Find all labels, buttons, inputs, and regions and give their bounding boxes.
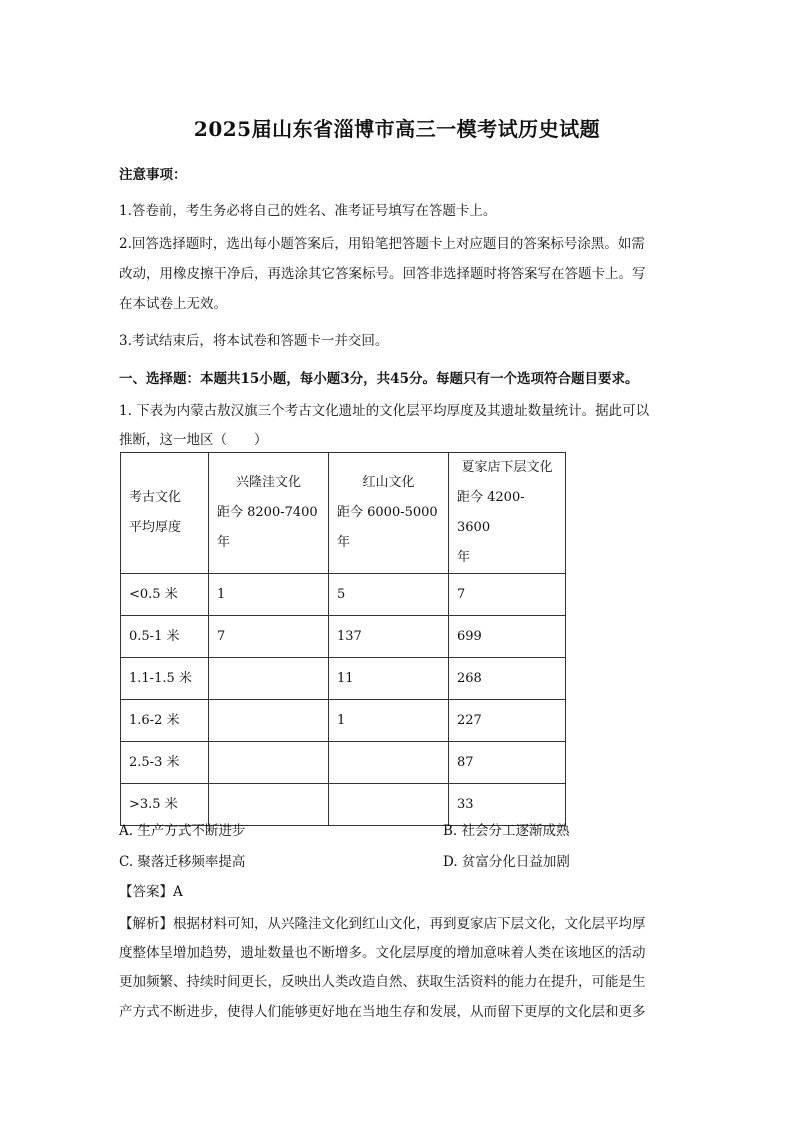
notice-heading: 注意事项：: [119, 167, 187, 183]
option-b: B. 社会分工逐渐成熟: [443, 823, 570, 839]
header-date-range: 距今 4200-3600: [457, 490, 525, 535]
table-cell: 1: [209, 574, 329, 616]
header-culture-name: 夏家店下层文化: [461, 460, 553, 475]
table-cell: [209, 700, 329, 742]
answer-line: 【答案】A: [119, 884, 183, 900]
notice-item-2-line-3: 在本试卷上无效。: [119, 296, 227, 312]
table-row: [121, 658, 566, 700]
header-date-unit: 年: [457, 550, 471, 565]
table-corner-cell: [121, 453, 209, 574]
table-corner-line-1: 考古文化: [129, 490, 182, 505]
table-cell: 268: [449, 658, 566, 700]
analysis-line-2: 度整体呈增加趋势，遗址数量也不断增多。文化层厚度的增加意味着人类在该地区的活动: [119, 945, 646, 961]
question-1-stem-line-2: 推断，这一地区（ ）: [119, 432, 268, 448]
notice-item-3: 3.考试结束后，将本试卷和答题卡一并交回。: [119, 333, 389, 349]
header-date-range: 距今 8200-7400: [217, 505, 318, 520]
table-row: [121, 700, 566, 742]
analysis-line-3: 更加频繁、持续时间更长，反映出人类改造自然、获取生活资料的能力在提升，可能是生: [119, 974, 646, 990]
row-label-cell: <0.5 米: [121, 574, 209, 616]
table-header-cell: [449, 453, 566, 574]
notice-item-1: 1.答卷前，考生务必将自己的姓名、准考证号填写在答题卡上。: [119, 203, 497, 219]
header-date-range: 距今 6000-5000: [337, 505, 438, 520]
table-cell: 699: [449, 616, 566, 658]
table-cell: 227: [449, 700, 566, 742]
table-cell: 1: [329, 700, 449, 742]
row-label-cell: 1.6-2 米: [121, 700, 209, 742]
table-cell: 137: [329, 616, 449, 658]
table-cell: 7: [209, 616, 329, 658]
row-label-cell: >3.5 米: [121, 784, 209, 826]
table-cell: 87: [449, 742, 566, 784]
page-title: 2025届山东省淄博市高三一模考试历史试题: [193, 117, 601, 141]
table-cell: 5: [329, 574, 449, 616]
header-date-unit: 年: [337, 535, 351, 550]
table-cell: 11: [329, 658, 449, 700]
table-cell: [329, 784, 449, 826]
table-cell: [209, 742, 329, 784]
notice-item-2-line-1: 2.回答选择题时，选出每小题答案后，用铅笔把答题卡上对应题目的答案标号涂黑。如需: [119, 236, 645, 252]
notice-item-2-line-2: 改动，用橡皮擦干净后，再选涂其它答案标号。回答非选择题时将答案写在答题卡上。写: [119, 266, 646, 282]
row-label-cell: 1.1-1.5 米: [121, 658, 209, 700]
analysis-line-4: 产方式不断进步，使得人们能够更好地在当地生存和发展，从而留下更厚的文化层和更多: [119, 1004, 646, 1020]
table-corner-line-2: 平均厚度: [129, 520, 182, 535]
table-row: [121, 742, 566, 784]
header-culture-name: 红山文化: [362, 475, 415, 490]
table-header-cell: [329, 453, 449, 574]
option-d: D. 贫富分化日益加剧: [443, 854, 570, 870]
data-table: [120, 452, 566, 826]
table-cell: 7: [449, 574, 566, 616]
header-date-unit: 年: [217, 535, 231, 550]
header-culture-name: 兴隆洼文化: [235, 475, 301, 490]
section-heading: 一、选择题：本题共15小题，每小题3分，共45分。每题只有一个选项符合题目要求。: [119, 371, 639, 387]
table-cell: [329, 742, 449, 784]
option-c: C. 聚落迁移频率提高: [119, 854, 246, 870]
table-cell: 33: [449, 784, 566, 826]
row-label-cell: 0.5-1 米: [121, 616, 209, 658]
table-cell: [209, 658, 329, 700]
table-header-cell: [209, 453, 329, 574]
table-row: [121, 616, 566, 658]
table-row: [121, 574, 566, 616]
row-label-cell: 2.5-3 米: [121, 742, 209, 784]
analysis-line-1: 【解析】根据材料可知，从兴隆洼文化到红山文化，再到夏家店下层文化，文化层平均厚: [119, 916, 646, 932]
question-1-stem-line-1: 1. 下表为内蒙古敖汉旗三个考古文化遗址的文化层平均厚度及其遗址数量统计。据此可以: [119, 403, 650, 419]
table-header-row: [121, 453, 566, 574]
option-a: A. 生产方式不断进步: [119, 823, 246, 839]
